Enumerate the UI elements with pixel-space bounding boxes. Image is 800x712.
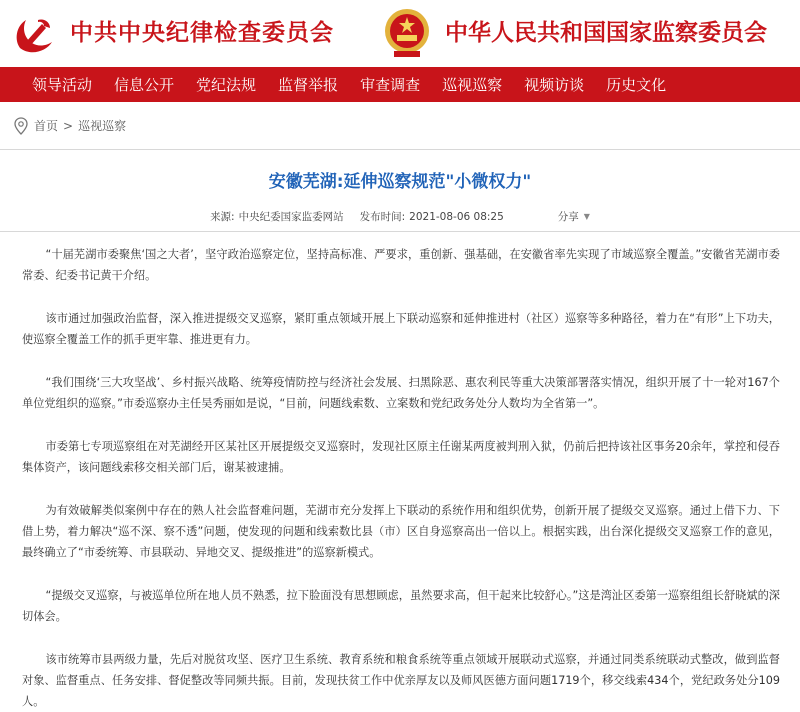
share-label: 分享 bbox=[557, 211, 579, 223]
breadcrumb-home-link[interactable]: 首页 bbox=[34, 119, 59, 133]
article-paragraph: “十届芜湖市委聚焦‘国之大者’，坚守政治巡察定位，坚持高标准、严要求，重创新、强基础，在安徽省率先实现了市域巡察全覆盖。”安徽省芜湖市委常委、纪委书记黄干介绍。 bbox=[22, 248, 780, 282]
article-paragraph: 为有效破解类似案例中存在的熟人社会监督难问题，芜湖市充分发挥上下联动的系统作用和组织优势，创新开展了提级交叉巡察。通过上借下力、下借上势，着力解决“巡不深、察不透”问题，使发现的问题和线索数比县（市）区自身巡察高出一倍以上。根据实践，出台深化提级交叉巡察工作的意见，最终确立了“市委统筹、市县联动、异地交叉、提级推进”的巡察新模式。 bbox=[22, 504, 780, 559]
article-paragraph: 该市统筹市县两级力量，先后对脱贫攻坚、医疗卫生系统、教育系统和粮食系统等重点领域开展联动式巡察，并通过同类系统联动式整改，做到监督对象、监督重点、任务安排、督促整改等同频共振。目前，发现扶贫工作中优亲厚友以及师风医德方面问题1719个，移交线索434个，党纪政务处分109人。 bbox=[22, 653, 780, 708]
masthead bbox=[0, 0, 800, 67]
nav-video[interactable]: 视频访谈 bbox=[524, 76, 585, 94]
article-paragraph: 该市通过加强政治监督，深入推进提级交叉巡察，紧盯重点领域开展上下联动巡察和延伸推进村（社区）巡察等多种路径，着力在“有形”上下功夫，使巡察全覆盖工作的抓手更牢靠、推进更有力。 bbox=[22, 312, 780, 346]
nav-party-rules[interactable]: 党纪法规 bbox=[196, 76, 257, 94]
breadcrumb bbox=[0, 102, 800, 150]
nav-info-disclosure[interactable]: 信息公开 bbox=[114, 76, 175, 94]
article-meta bbox=[0, 206, 800, 232]
article-body bbox=[0, 232, 800, 712]
cpc-commission-title[interactable]: 中共中央纪律检查委员会 bbox=[70, 19, 334, 46]
source-label: 来源: bbox=[210, 211, 235, 223]
chevron-down-icon: ▼ bbox=[583, 212, 590, 221]
breadcrumb-separator: > bbox=[63, 118, 74, 133]
nav-history[interactable]: 历史文化 bbox=[606, 76, 667, 94]
share-button[interactable] bbox=[558, 209, 590, 224]
nav-investigation[interactable]: 审查调查 bbox=[360, 76, 421, 94]
nav-report[interactable]: 监督举报 bbox=[278, 76, 339, 94]
location-pin-icon bbox=[14, 117, 28, 135]
national-emblem-icon[interactable] bbox=[382, 7, 432, 59]
article-paragraph: 市委第七专项巡察组在对芜湖经开区某社区开展提级交叉巡察时，发现社区原主任谢某两度被判刑入狱，仍前后把持该社区事务20余年，掌控和侵吞集体资产，该问题线索移交相关部门后，谢某被逮捕。 bbox=[22, 440, 780, 474]
date-value: 2021-08-06 08:25 bbox=[409, 210, 504, 223]
nav-leadership[interactable]: 领导活动 bbox=[32, 76, 93, 94]
main-nav bbox=[0, 67, 800, 102]
party-emblem-icon[interactable] bbox=[12, 12, 56, 56]
supervisory-commission-title[interactable]: 中华人民共和国国家监察委员会 bbox=[445, 19, 767, 46]
nav-inspection[interactable]: 巡视巡察 bbox=[442, 76, 503, 94]
article-paragraph: “我们围绕‘三大攻坚战’、乡村振兴战略、统筹疫情防控与经济社会发展、扫黑除恶、惠农利民等重大决策部署落实情况，组织开展了十一轮对167个单位党组织的巡察。”市委巡察办主任吴秀丽如是说，“目前，问题线索数、立案数和党纪政务处分人数均为全省第一”。 bbox=[22, 376, 780, 410]
breadcrumb-section-link[interactable]: 巡视巡察 bbox=[78, 119, 127, 133]
source-value: 中央纪委国家监委网站 bbox=[238, 211, 344, 223]
article-paragraph: “提级交叉巡察，与被巡单位所在地人员不熟悉，拉下脸面没有思想顾虑，虽然要求高，但干起来比较舒心。”这是湾沚区委第一巡察组组长舒晓斌的深切体会。 bbox=[22, 589, 780, 623]
article-title: 安徽芜湖:延伸巡察规范"小微权力" bbox=[268, 172, 532, 192]
date-label: 发布时间: bbox=[359, 211, 406, 223]
